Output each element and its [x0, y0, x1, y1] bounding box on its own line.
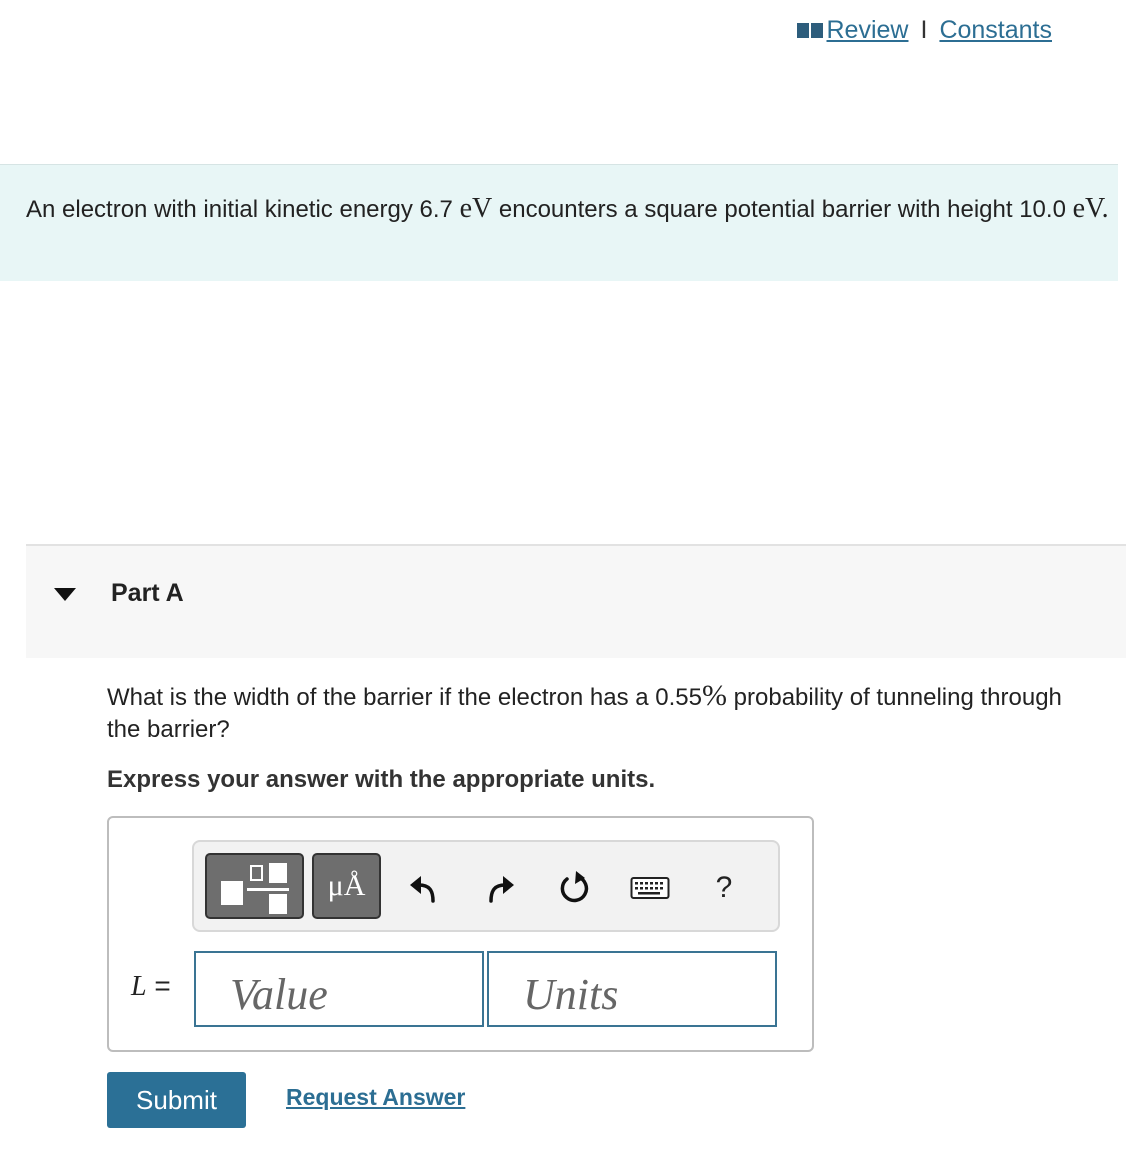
template-block-icon: [221, 881, 243, 905]
answer-variable-label: [131, 970, 171, 1003]
units-button[interactable]: [312, 853, 381, 919]
value-input[interactable]: [194, 951, 484, 1027]
units-input[interactable]: [487, 951, 777, 1027]
help-button[interactable]: [702, 866, 746, 910]
problem-unit-1: eV: [459, 193, 493, 224]
problem-text-1: An electron with initial kinetic energy 6.7: [26, 196, 460, 223]
undo-icon: [407, 872, 441, 904]
submit-button[interactable]: Submit: [107, 1072, 246, 1128]
problem-text-3: .: [1101, 193, 1109, 224]
keyboard-icon: [630, 875, 670, 901]
problem-statement: [0, 164, 1118, 281]
redo-button[interactable]: [478, 866, 522, 910]
request-answer-link[interactable]: Request Answer: [286, 1084, 466, 1110]
book-icon: [797, 23, 823, 38]
template-fraction-bar-icon: [247, 888, 289, 891]
part-header[interactable]: [26, 544, 1126, 658]
template-numerator-icon: [269, 863, 287, 883]
template-denominator-icon: [269, 894, 287, 914]
answer-box: [107, 816, 814, 1052]
top-links: [797, 16, 1053, 45]
part-title: Part A: [111, 579, 184, 607]
answer-variable: L: [131, 971, 147, 1002]
answer-instructions: Express your answer with the appropriate units.: [107, 766, 656, 793]
link-separator: I: [920, 16, 928, 44]
keyboard-button[interactable]: [628, 866, 672, 910]
units-button-label: μÅ: [327, 869, 366, 902]
undo-button[interactable]: [402, 866, 446, 910]
question-text: [107, 680, 1067, 746]
constants-link[interactable]: Constants: [939, 16, 1052, 44]
math-toolbar: [192, 840, 780, 932]
equals-sign: =: [146, 970, 171, 1001]
problem-text-2: encounters a square potential barrier with height 10.0: [492, 196, 1073, 223]
template-placeholder-icon: [250, 865, 263, 881]
templates-button[interactable]: [205, 853, 304, 919]
problem-unit-2: eV: [1072, 193, 1102, 224]
collapse-triangle-icon[interactable]: [54, 588, 76, 601]
review-link[interactable]: Review: [826, 16, 909, 44]
question-text-2: probability of tunneling through the barrier?: [107, 684, 1062, 743]
percent-symbol: %: [701, 679, 727, 712]
help-icon: ?: [715, 871, 733, 904]
question-text-1: What is the width of the barrier if the electron has a 0.55: [107, 684, 702, 711]
redo-icon: [483, 872, 517, 904]
reset-button[interactable]: [552, 866, 596, 910]
reset-icon: [556, 870, 592, 906]
